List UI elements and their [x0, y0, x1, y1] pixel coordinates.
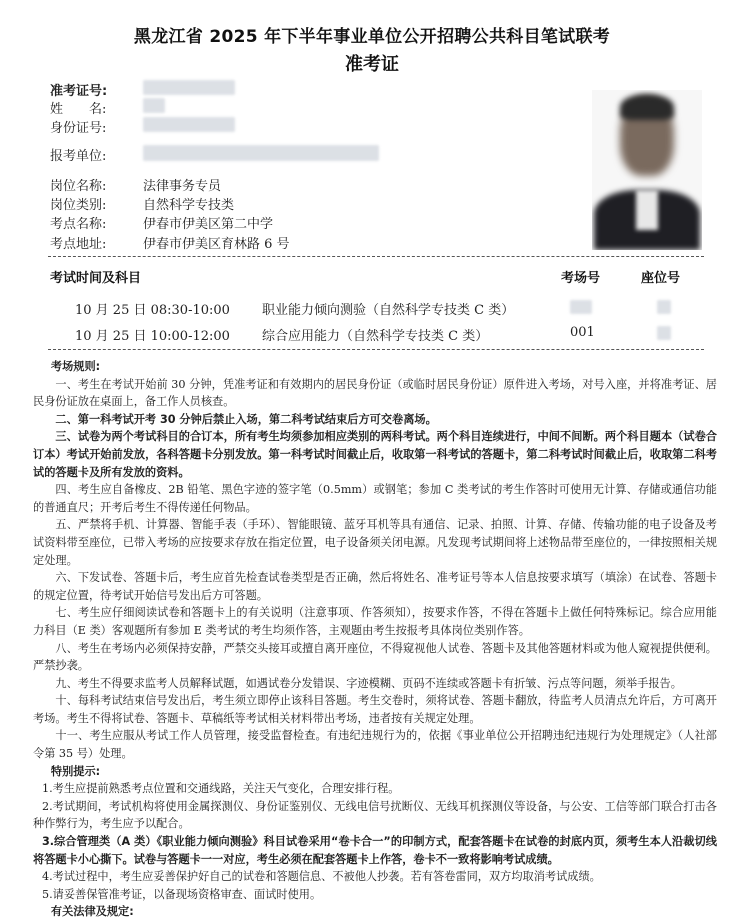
rule-7: 七、考生应仔细阅读试卷和答题卡上的有关说明（注意事项、作答须知），按要求作答，不得在答题卡上做任何特殊标记。综合应用能力科目（E 类）客观题所有参加 E 类考试的考生均须作答，主观题由考生按报考具体岗位类别作答。: [33, 606, 717, 637]
rule-3: 三、试卷为两个考试科目的合订本，所有考生均须参加相应类别的两科考试。两个科目连续进行，中间不间断。两个科目题本（试卷合订本）考试开始前发放，各科答题卡分别发放。第一科考试时间截止后，收取第一科考试的答题卡，第二科考试时间截止后，收取第二科考试的答题卡及所有发放的资料。: [33, 430, 717, 479]
unit-redacted: [143, 145, 379, 161]
exam-row-1-seat-redacted: [657, 300, 671, 314]
position-name-label: 岗位名称:: [50, 179, 107, 194]
exam-row-1-subject: 职业能力倾向测验（自然科学专技类 C 类）: [262, 303, 515, 318]
document-title: 黑龙江省 2025 年下半年事业单位公开招聘公共科目笔试联考: [133, 27, 611, 47]
site-name-value: 伊春市伊美区第二中学: [143, 217, 274, 232]
tip-5: 5.请妥善保管准考证，以备现场资格审查、面试时使用。: [41, 887, 322, 901]
exam-row-1-room-redacted: [570, 300, 592, 314]
rule-2: 二、第一科考试开考 30 分钟后禁止入场，第二科考试结束后方可交卷离场。: [55, 412, 437, 426]
exam-row-1-time: 10 月 25 日 08:30-10:00: [75, 303, 230, 318]
tip-1: 1.考生应提前熟悉考点位置和交通线路，关注天气变化，合理安排行程。: [41, 782, 400, 796]
divider-top: [48, 256, 704, 257]
id-number-label: 身份证号:: [50, 121, 107, 136]
laws-title: 有关法律及规定:: [50, 905, 134, 919]
document-subtitle: 准考证: [345, 54, 399, 75]
site-address-label: 考点地址:: [50, 237, 107, 252]
rule-1: 一、考生在考试开始前 30 分钟，凭准考证和有效期内的居民身份证（或临时居民身份证）原件进入考场，对号入座，并将准考证、居民身份证放在桌面上，备工作人员核查。: [33, 377, 717, 409]
tips-title: 特别提示:: [50, 764, 101, 778]
exam-row-2-subject: 综合应用能力（自然科学专技类 C 类）: [262, 329, 489, 344]
tip-3: 3.综合管理类（A 类）《职业能力倾向测验》科目试卷采用“卷卡合一”的印制方式，配套答题卡在试卷的封底内页，须考生本人沿裁切线将答题卡小心撕下。试卷与答题卡一一对应，考生必须在配套答题卡上作答，卷卡不一致将影响考试成绩。: [33, 835, 717, 866]
room-header: 考场号: [561, 271, 601, 286]
position-type-label: 岗位类别:: [50, 198, 107, 213]
admission-number-label: 准考证号:: [50, 84, 108, 99]
rule-4: 四、考生应自备橡皮、2B 铅笔、黑色字迹的签字笔（0.5mm）或钢笔；参加 C 类考试的考生作答时可使用无计算、存储或通信功能的普通直尺；开考后考生不得传递任何物品。: [33, 483, 717, 514]
site-address-value: 伊春市伊美区育林路 6 号: [143, 237, 290, 252]
rule-11: 十一、考生应服从考试工作人员管理，接受监督检查。有违纪违规行为的，依据《事业单位公开招聘违纪违规行为处理规定》（人社部令第 35 号）处理。: [33, 729, 717, 761]
rule-5: 五、严禁将手机、计算器、智能手表（手环）、智能眼镜、蓝牙耳机等具有通信、记录、拍照、计算、存储、传输功能的电子设备及考试资料带至座位，已带入考场的应按要求存放在指定位置，电子设备须关闭电源。凡发现考试期间将上述物品带至座位的，一律按照相关规定处理。: [33, 518, 717, 567]
divider-rules: [48, 349, 704, 350]
exam-row-2-time: 10 月 25 日 10:00-12:00: [75, 329, 230, 344]
exam-row-2-seat-redacted: [657, 326, 671, 340]
id-number-redacted: [143, 117, 235, 132]
tip-2: 2.考试期间，考试机构将使用金属探测仪、身份证鉴别仪、无线电信号扰断仪、无线耳机探测仪等设备，与公安、工信等部门联合打击各种作弊行为，考生应予以配合。: [33, 799, 717, 831]
rules-title: 考场规则:: [50, 360, 101, 373]
candidate-photo: [592, 90, 702, 250]
exam-table-heading: 考试时间及科目: [50, 271, 142, 286]
position-name-value: 法律事务专员: [143, 179, 222, 194]
site-name-label: 考点名称:: [50, 217, 107, 232]
exam-row-2-room: 001: [570, 325, 595, 340]
rule-10: 十、每科考试结束信号发出后，考生须立即停止该科目答题。考生交卷时，须将试卷、答题卡翻放，待监考人员清点允许后，方可离开考场。考生不得将试卷、答题卡、草稿纸等考试相关材料带出考场，违者按有关规定处理。: [33, 694, 717, 725]
admission-number-redacted: [143, 80, 235, 95]
rule-9: 九、考生不得要求监考人员解释试题，如遇试卷分发错误、字迹模糊、页码不连续或答题卡有折皱、污点等问题，须举手报告。: [55, 676, 682, 690]
rule-8: 八、考生在考场内必须保持安静，严禁交头接耳或擅自离开座位，不得窥视他人试卷、答题卡及其他答题材料或为他人窥视提供便利。严禁抄袭。: [33, 641, 717, 673]
seat-header: 座位号: [641, 271, 681, 286]
position-type-value: 自然科学专技类: [143, 198, 235, 213]
exam-rules: [33, 358, 717, 921]
rule-6: 六、下发试卷、答题卡后，考生应首先检查试卷类型是否正确，然后将姓名、准考证号等本人信息按要求填写（填涂）在试卷、答题卡的规定位置，待考试开始信号发出后方可答题。: [33, 571, 717, 602]
name-label: 姓 名:: [50, 102, 107, 117]
unit-label: 报考单位:: [50, 149, 107, 164]
tip-4: 4.考试过程中，考生应妥善保护好自己的试卷和答题信息、不被他人抄袭。若有答卷雷同，双方均取消考试成绩。: [41, 870, 601, 884]
name-redacted: [143, 98, 165, 113]
